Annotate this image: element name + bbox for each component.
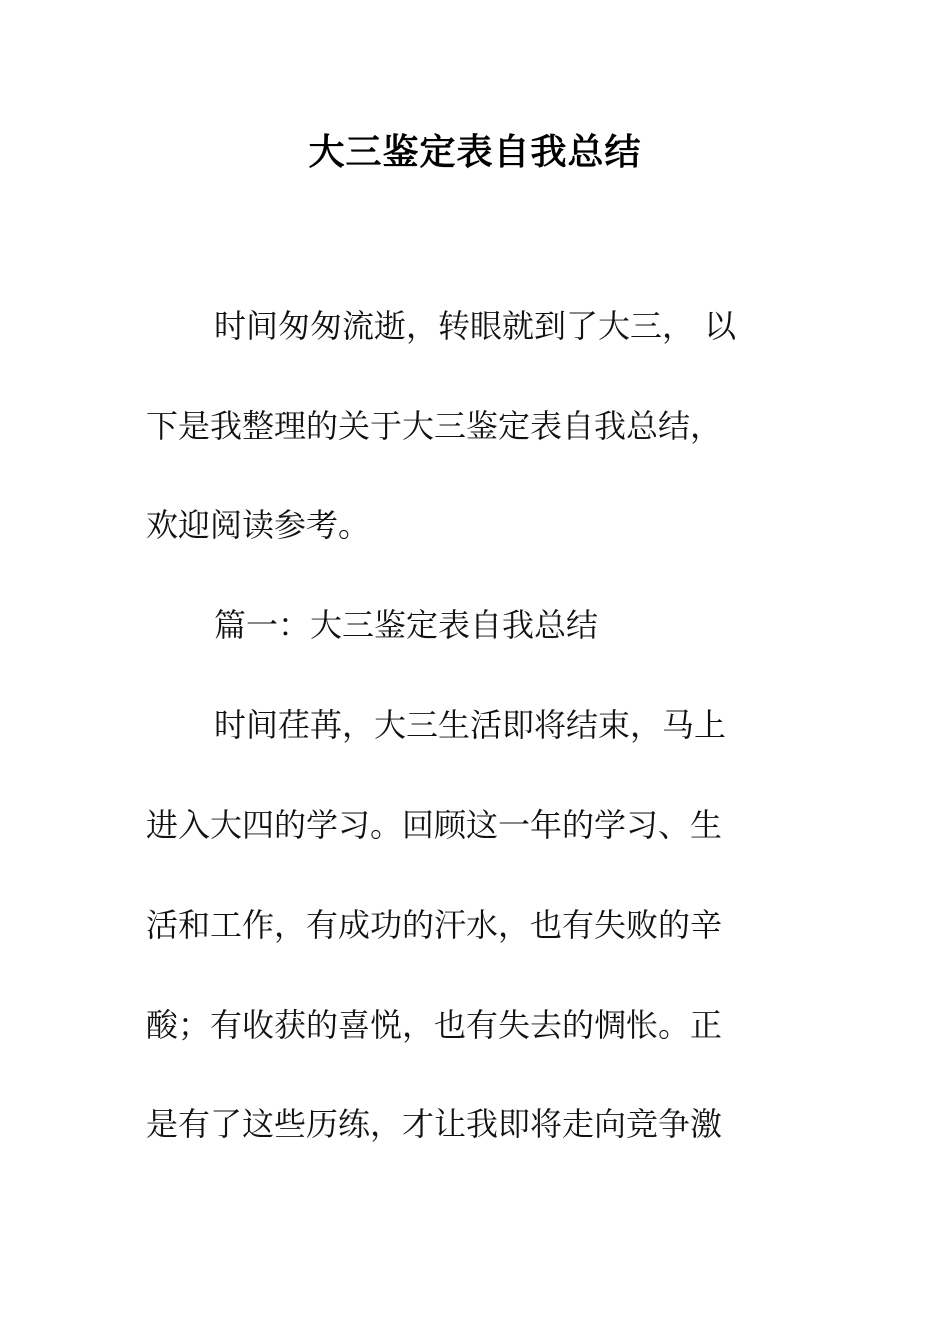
paragraph-line: 时间匆匆流逝，转眼就到了大三， 以 [214,307,737,345]
paragraph-line: 进入大四的学习。回顾这一年的学习、生 [146,806,723,844]
paragraph-line: 欢迎阅读参考。 [146,506,371,544]
paragraph-line: 活和工作，有成功的汗水，也有失败的辛 [146,906,723,944]
paragraph-line: 时间荏苒，大三生活即将结束，马上 [214,706,727,744]
section-heading: 篇一：大三鉴定表自我总结 [214,606,599,644]
paragraph-line: 下是我整理的关于大三鉴定表自我总结， [146,407,723,445]
paragraph-line: 酸；有收获的喜悦，也有失去的惆怅。正 [146,1006,723,1044]
document-title: 大三鉴定表自我总结 [308,132,642,173]
paragraph-line: 是有了这些历练，才让我即将走向竞争激 [146,1105,723,1143]
